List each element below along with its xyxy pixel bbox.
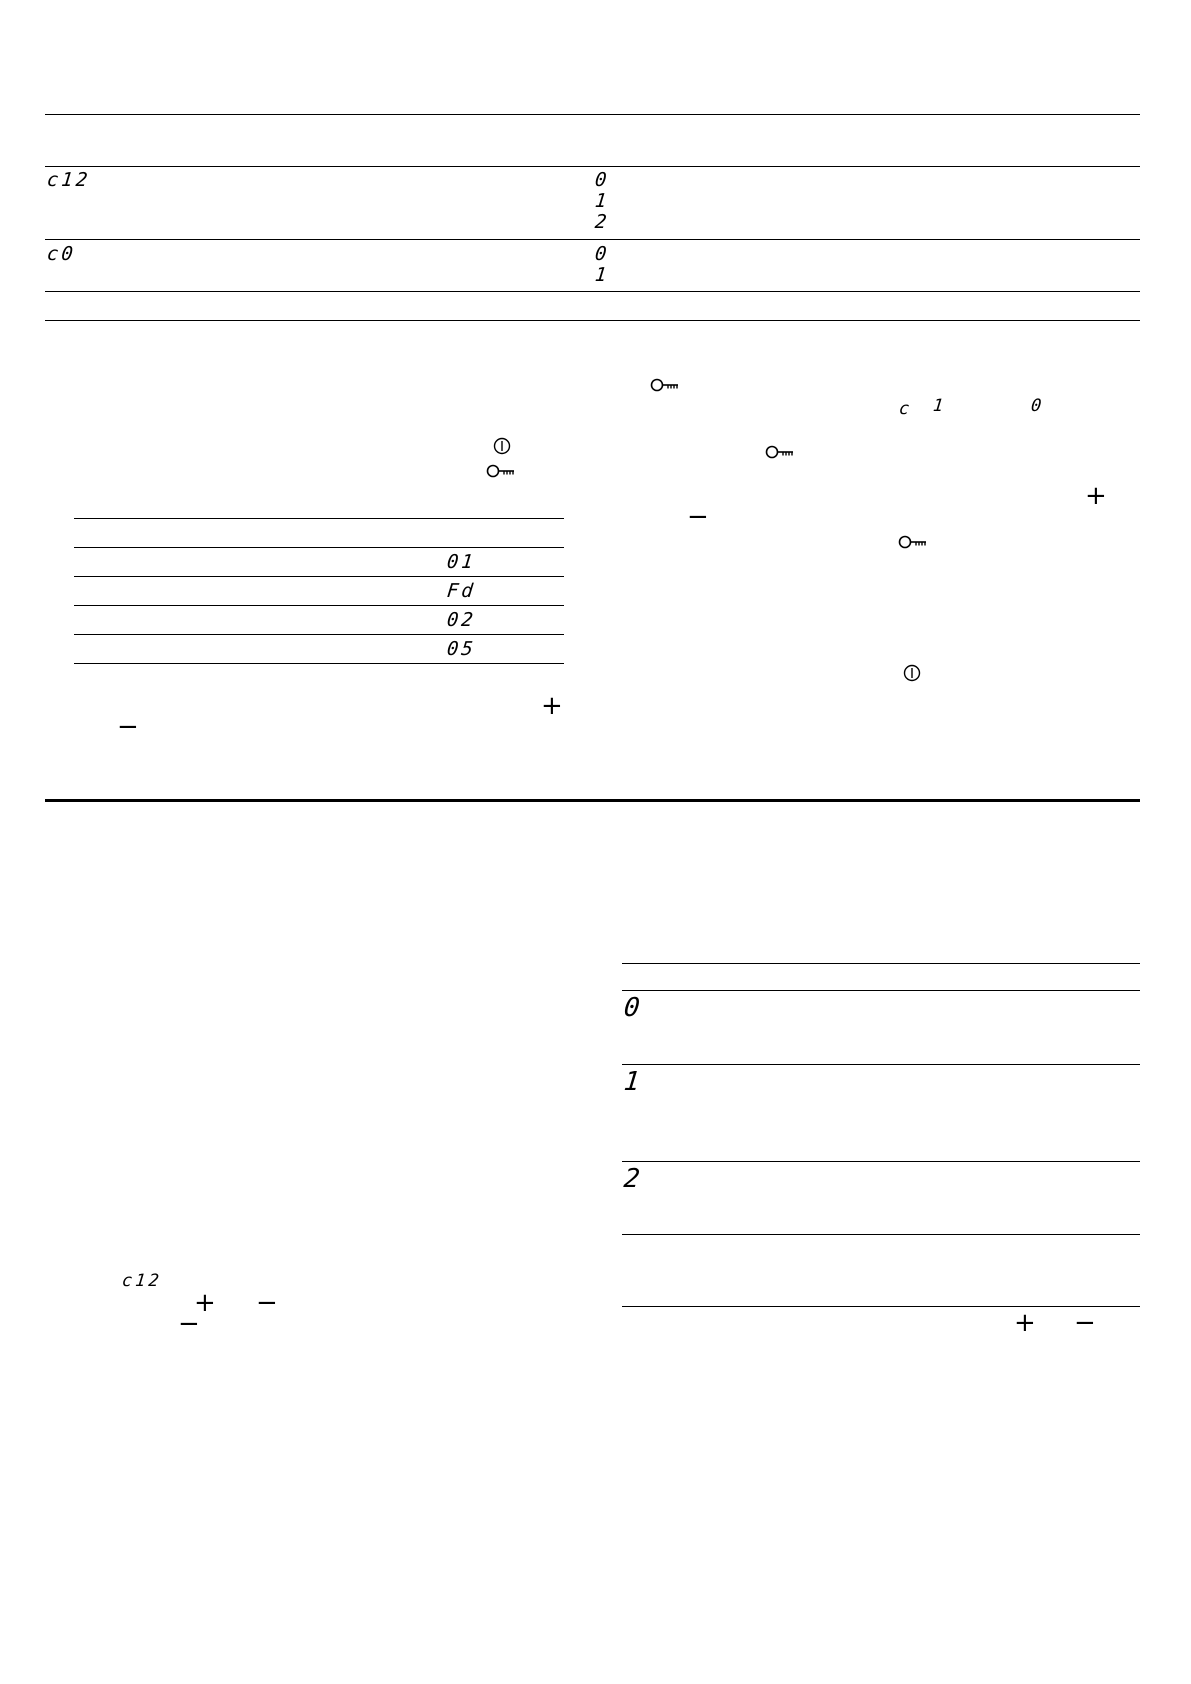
sequence-table-rule-bottom [74, 663, 564, 664]
bottom-table-value-2: 2 [622, 1164, 644, 1194]
sequence-table-rule-1 [74, 576, 564, 577]
top-table-rule-row2 [45, 291, 1140, 292]
top-table-rule-row1 [45, 239, 1140, 240]
display-code-c: c [897, 399, 914, 419]
bottom-table-value-0: 0 [622, 993, 644, 1023]
minus-icon: − [117, 712, 139, 742]
minus-icon: − [256, 1288, 278, 1318]
top-table-option-1b: 1 [593, 264, 611, 286]
bottom-table-rule-2 [622, 1161, 1140, 1162]
top-table-rule-bottom [45, 320, 1140, 321]
sequence-table-rule-top [74, 518, 564, 519]
power-icon [902, 663, 922, 683]
sequence-value-02: 02 [445, 609, 478, 631]
bottom-table-rule-bottom [622, 1306, 1140, 1307]
sequence-value-fd: Fd [445, 580, 478, 602]
plus-icon: + [194, 1288, 216, 1318]
power-icon [492, 436, 512, 456]
key-icon [650, 376, 680, 394]
top-table-code-c0: c0 [45, 243, 78, 265]
sequence-table-rule-2 [74, 605, 564, 606]
sequence-value-01: 01 [445, 551, 478, 573]
top-table-code-c12: c12 [45, 169, 92, 191]
key-icon [898, 533, 928, 551]
bottom-table-rule-header [622, 990, 1140, 991]
display-code-1: 1 [931, 396, 948, 416]
sequence-value-05: 05 [445, 638, 478, 660]
key-icon [486, 462, 516, 480]
plus-icon: + [1014, 1308, 1036, 1338]
top-table-option-0b: 0 [593, 243, 611, 265]
top-table-option-1: 1 [593, 190, 611, 212]
top-table-rule-header [45, 166, 1140, 167]
plus-icon: + [541, 691, 563, 721]
minus-icon: − [687, 502, 709, 532]
top-table-rule-top [45, 114, 1140, 115]
section-divider [45, 799, 1140, 802]
bottom-table-value-1: 1 [622, 1067, 644, 1097]
minus-icon: − [1074, 1308, 1096, 1338]
key-icon [765, 443, 795, 461]
display-code-0: 0 [1029, 396, 1046, 416]
bottom-code-c12: c12 [120, 1271, 163, 1291]
bottom-table-rule-1 [622, 1064, 1140, 1065]
minus-icon: − [178, 1309, 200, 1339]
top-table-option-2: 2 [593, 211, 611, 233]
bottom-table-rule-3 [622, 1234, 1140, 1235]
top-table-option-0: 0 [593, 169, 611, 191]
sequence-table-rule-3 [74, 634, 564, 635]
plus-icon: + [1085, 481, 1107, 511]
sequence-table-rule-header [74, 547, 564, 548]
bottom-table-rule-top [622, 963, 1140, 964]
